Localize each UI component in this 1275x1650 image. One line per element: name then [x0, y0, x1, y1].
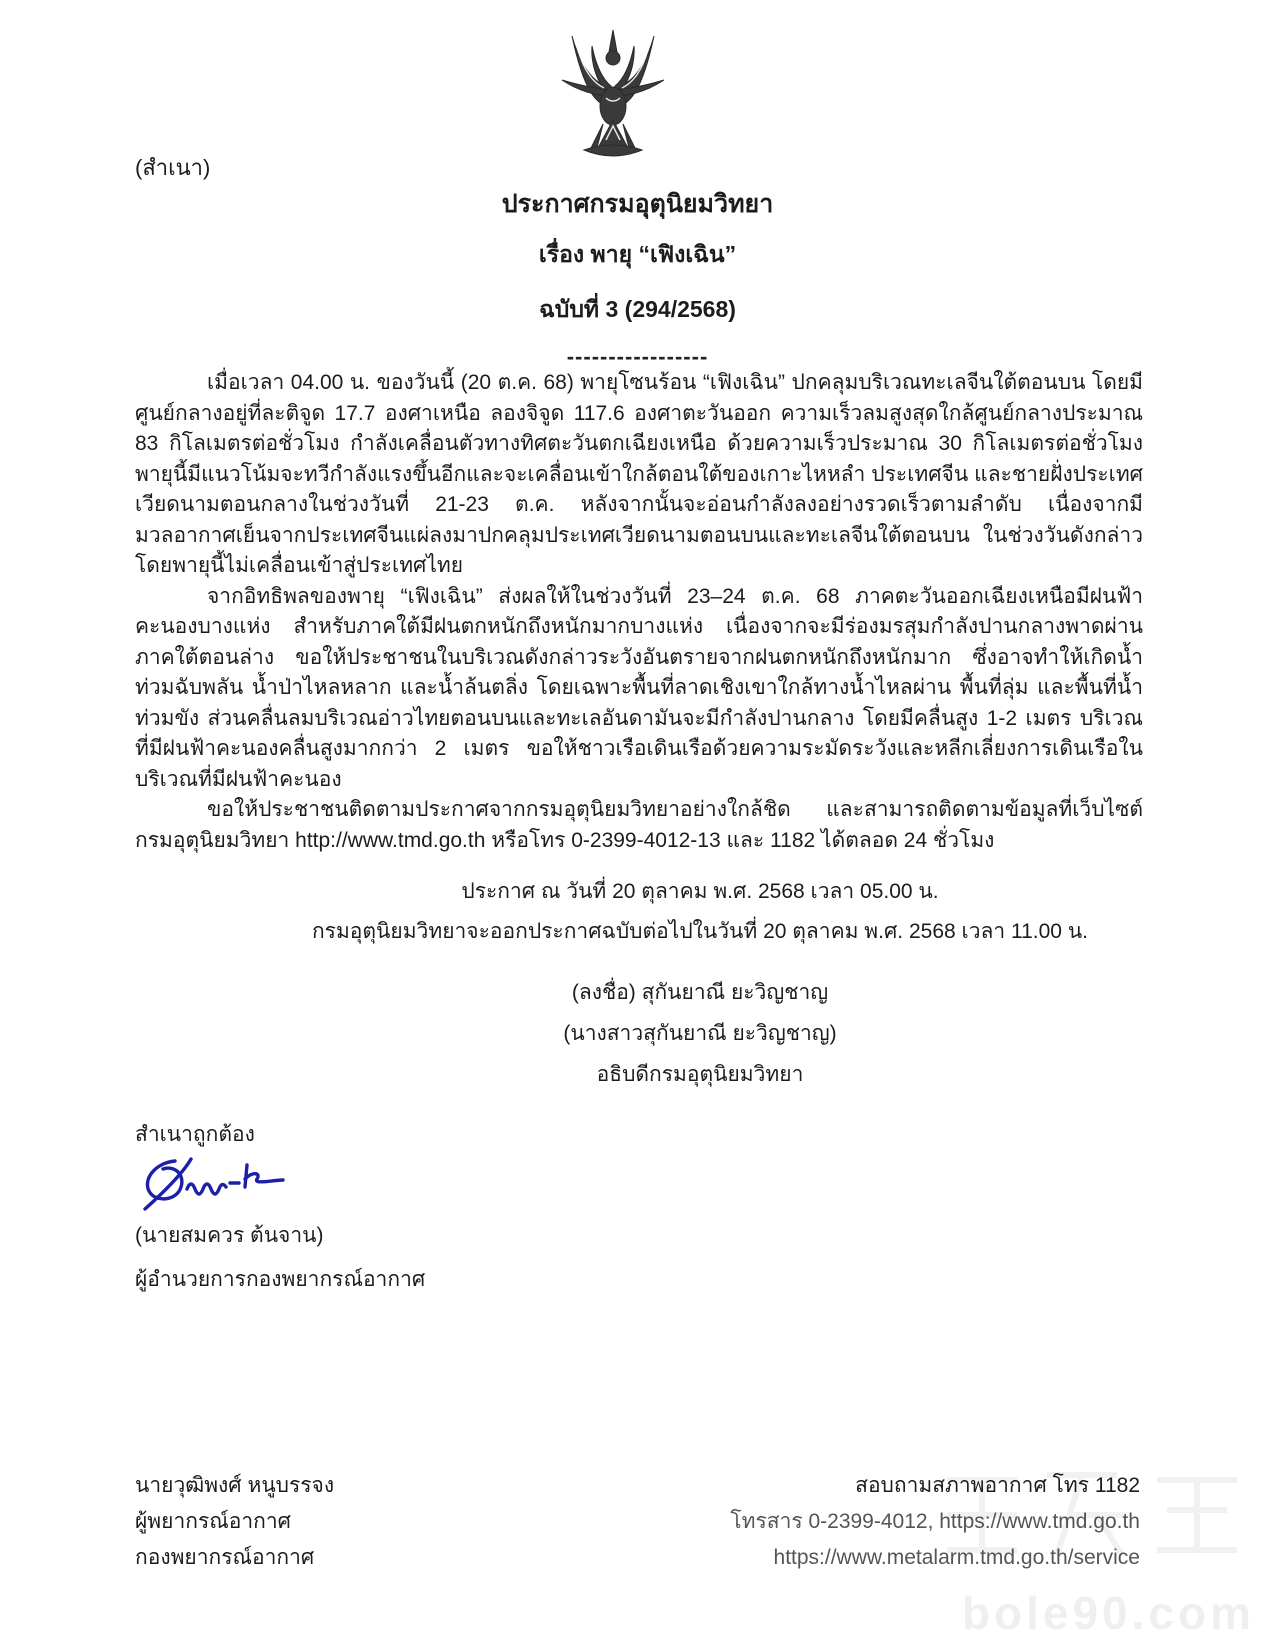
signatory-name: (นางสาวสุกันยาณี ยะวิญชาญ) — [563, 1022, 837, 1045]
header-divider: ----------------- — [566, 344, 709, 369]
certification-block — [135, 1118, 425, 1296]
document-body — [135, 368, 1143, 856]
footer-contact-block — [730, 1468, 1140, 1576]
signatory-block — [135, 972, 1265, 1095]
body-paragraph-2: จากอิทธิพลของพายุ “เฟิงเฉิน” ส่งผลให้ในช่วงวันที่ 23–24 ต.ค. 68 ภาคตะวันออกเฉียงเหนือมีฝนฟ้าคะนองบางแห่ง สำหรับภาคใต้มีฝนตกหนักถึงหนักมากบางแห่ง เนื่องจากจะมีร่องมรสุมกำลังปานกลางพาดผ่านภาคใต้ตอนล่าง ขอให้ประชาชนในบริเวณดังกล่าวระวังอันตรายจากฝนตกหนักถึงหนักมาก ซึ่งอาจทำให้เกิดน้ำท่วมฉับพลัน น้ำป่าไหลหลาก และน้ำล้นตลิ่ง โดยเฉพาะพื้นที่ลาดเชิงเขาใกล้ทางน้ำไหลผ่าน พื้นที่ลุ่ม และพื้นที่น้ำท่วมขัง ส่วนคลื่นลมบริเวณอ่าวไทยตอนบนและทะเลอันดามันจะมีกำลังปานกลาง โดยมีคลื่นสูง 1-2 เมตร บริเวณที่มีฝนฟ้าคะนองคลื่นสูงมากกว่า 2 เมตร ขอให้ชาวเรือเดินเรือด้วยความระมัดระวังและหลีกเลี่ยงการเดินเรือในบริเวณที่มีฝนฟ้าคะนอง — [135, 584, 1143, 791]
copy-label: (สำเนา) — [135, 155, 211, 180]
garuda-emblem-icon — [548, 28, 678, 166]
metalarm-url: https://www.metalarm.tmd.go.th/service — [773, 1546, 1140, 1569]
document-title: ประกาศกรมอุตุนิยมวิทยา — [501, 190, 774, 218]
fax-and-website: โทรสาร 0-2399-4012, https://www.tmd.go.th — [730, 1510, 1140, 1533]
document-subject: เรื่อง พายุ “เฟิงเฉิน” — [538, 241, 737, 267]
handwritten-signature — [135, 1153, 295, 1215]
body-paragraph-1: เมื่อเวลา 04.00 น. ของวันนี้ (20 ต.ค. 68) พายุโซนร้อน “เฟิงเฉิน” ปกคลุมบริเวณทะเลจีนใต้ตอนบน โดยมีศูนย์กลางอยู่ที่ละติจูด 17.7 องศาเหนือ ลองจิจูด 117.6 องศาตะวันออก ความเร็วลมสูงสุดใกล้ศูนย์กลางประมาณ 83 กิโลเมตรต่อชั่วโมง กำลังเคลื่อนตัวทางทิศตะวันตกเฉียงเหนือ ด้วยความเร็วประมาณ 30 กิโลเมตรต่อชั่วโมง พายุนี้มีแนวโน้มจะทวีกำลังแรงขึ้นอีกและจะเคลื่อนเข้าใกล้ตอนใต้ของเกาะไหหลำ ประเทศจีน และชายฝั่งประเทศเวียดนามตอนกลางในช่วงวันที่ 21-23 ต.ค. หลังจากนั้นจะอ่อนกำลังลงอย่างรวดเร็วตามลำดับ เนื่องจากมีมวลอากาศเย็นจากประเทศจีนแผ่ลงมาปกคลุมประเทศเวียดนามตอนบนและทะเลจีนใต้ตอนบน ในช่วงวันดังกล่าว โดยพายุนี้ไม่เคลื่อนเข้าสู่ประเทศไทย — [135, 371, 1143, 577]
signatory-position: อธิบดีกรมอุตุนิยมวิทยา — [596, 1063, 804, 1086]
document-edition: ฉบับที่ 3 (294/2568) — [539, 296, 736, 322]
issued-date-line: ประกาศ ณ วันที่ 20 ตุลาคม พ.ศ. 2568 เวลา 05.00 น. — [461, 880, 939, 903]
certifier-position: ผู้อำนวยการกองพยากรณ์อากาศ — [135, 1268, 426, 1291]
issued-block — [135, 872, 1265, 952]
weather-inquiry-phone: สอบถามสภาพอากาศ โทร 1182 — [855, 1474, 1140, 1497]
footer-forecaster-block — [135, 1468, 334, 1576]
document-header — [0, 192, 1275, 370]
next-issue-line: กรมอุตุนิยมวิทยาจะออกประกาศฉบับต่อไปในวันที่ 20 ตุลาคม พ.ศ. 2568 เวลา 11.00 น. — [311, 920, 1089, 943]
watermark-text: bole90.com — [961, 1587, 1255, 1639]
forecaster-title: ผู้พยากรณ์อากาศ — [135, 1510, 291, 1533]
forecaster-name: นายวุฒิพงศ์ หนูบรรจง — [135, 1474, 335, 1497]
forecaster-division: กองพยากรณ์อากาศ — [135, 1546, 315, 1569]
certifier-name: (นายสมควร ต้นจาน) — [135, 1224, 324, 1247]
signed-by-line: (ลงชื่อ) สุกันยาณี ยะวิญชาญ — [571, 981, 829, 1004]
body-paragraph-3: ขอให้ประชาชนติดตามประกาศจากกรมอุตุนิยมวิทยาอย่างใกล้ชิด และสามารถติดตามข้อมูลที่เว็บไซต์กรมอุตุนิยมวิทยา http://www.tmd.go.th หรือโทร 0-2399-4012-13 และ 1182 ได้ตลอด 24 ชั่วโมง — [135, 798, 1143, 852]
certified-copy-label: สำเนาถูกต้อง — [135, 1123, 255, 1146]
